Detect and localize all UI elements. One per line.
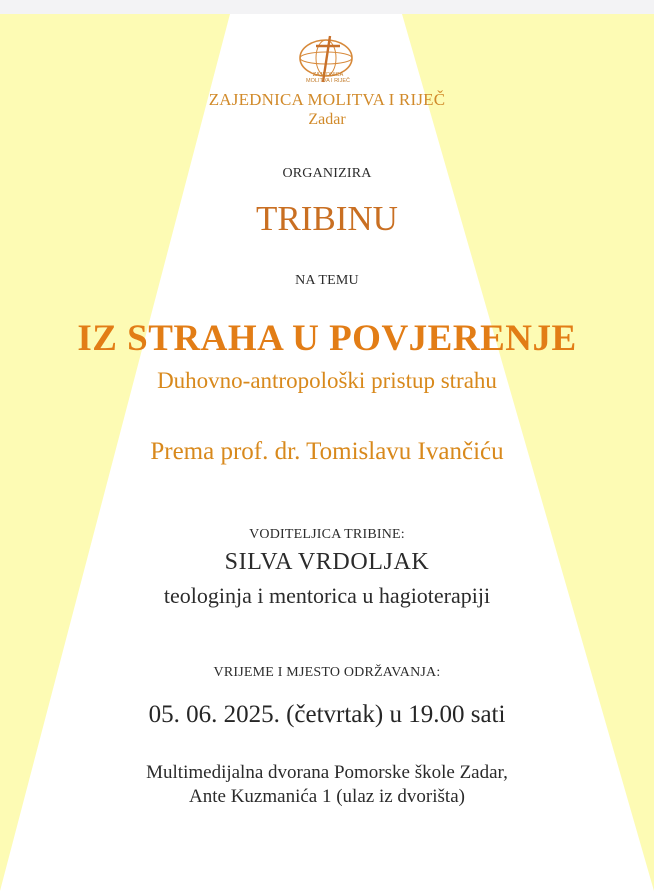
leader-label: VODITELJICA TRIBINE:: [249, 527, 405, 542]
logo-text-line2: MOLITVA I RIJEČ: [306, 78, 350, 84]
event-title: IZ STRAHA U POVJERENJE: [77, 318, 577, 359]
organizer-city: Zadar: [308, 111, 346, 128]
organizer-name: ZAJEDNICA MOLITVA I RIJEČ: [208, 90, 446, 109]
venue-line-2: Ante Kuzmanića 1 (ulaz iz dvorišta): [189, 786, 465, 807]
leader-name: SILVA VRDOLJAK: [224, 549, 430, 575]
event-type: TRIBINU: [256, 199, 398, 238]
organization-logo: [296, 34, 360, 86]
leader-role: teologinja i mentorica u hagioterapiji: [163, 583, 491, 608]
schedule-label: VRIJEME I MJESTO ODRŽAVANJA:: [213, 665, 441, 680]
event-reference: Prema prof. dr. Tomislavu Ivančiću: [150, 438, 504, 465]
logo-text-line1: ZAJEDNICA: [312, 72, 344, 78]
venue-line-1: Multimedijalna dvorana Pomorske škole Zadar,: [146, 762, 508, 783]
topic-label: NA TEMU: [295, 273, 359, 288]
event-subtitle: Duhovno-antropološki pristup strahu: [157, 368, 497, 393]
event-datetime: 05. 06. 2025. (četvrtak) u 19.00 sati: [148, 701, 506, 728]
organizes-label: ORGANIZIRA: [282, 166, 372, 181]
